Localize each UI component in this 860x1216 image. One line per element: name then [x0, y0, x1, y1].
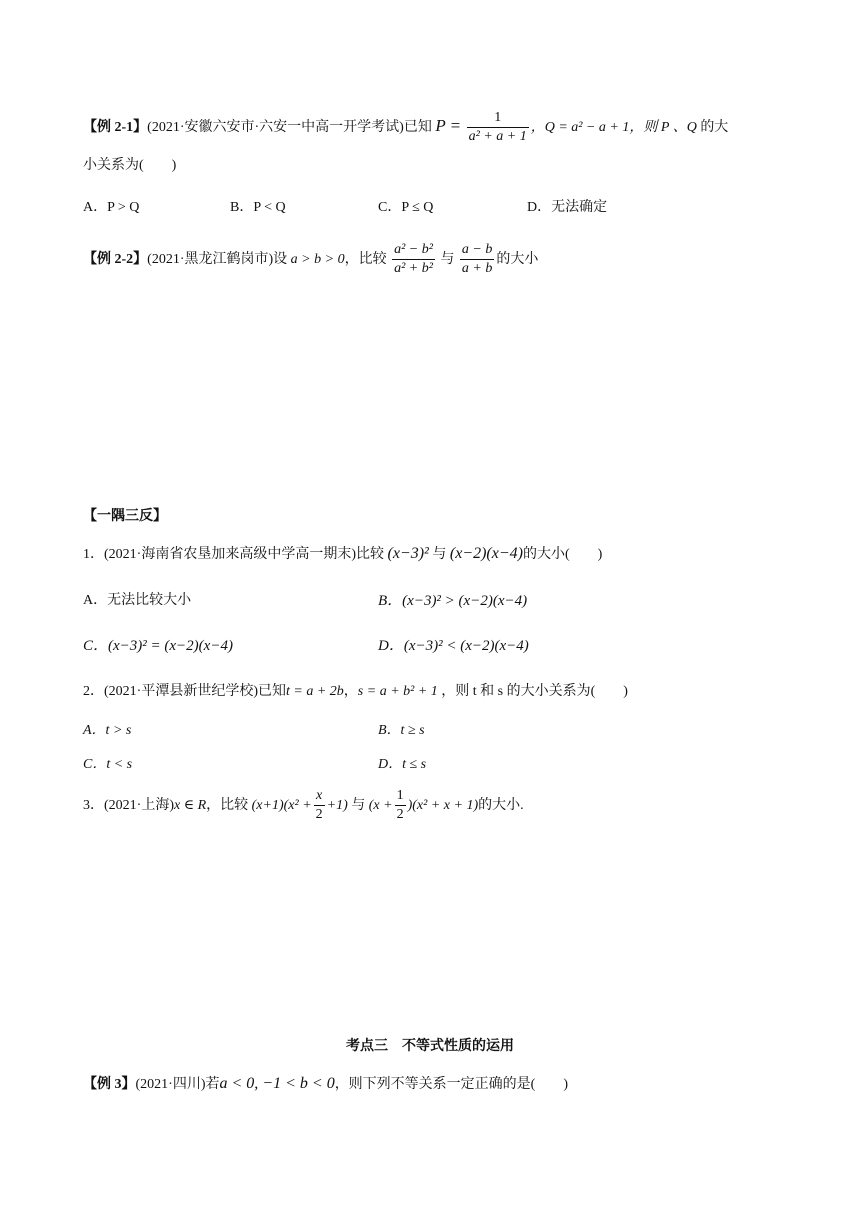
- p-fraction-denominator: a² + a + 1: [468, 129, 527, 145]
- practice-q3-stem: [83, 786, 524, 826]
- fraction-1-numerator: a² − b²: [392, 241, 435, 260]
- example-2-2-tail: 的大小: [496, 252, 539, 267]
- example-2-2-condition: a > b > 0: [290, 252, 345, 267]
- example-2-1-tail: 的大: [700, 120, 729, 135]
- example-3-condition: a < 0, −1 < b < 0: [219, 1075, 335, 1092]
- fraction-2: [460, 241, 494, 278]
- fraction-2-denominator: a + b: [461, 261, 493, 277]
- practice-q1-tail: 的大小( ): [522, 547, 603, 562]
- example-2-2-label: 【例 2-2】: [83, 252, 148, 267]
- practice-q2-t-def: t = a + 2b: [286, 684, 344, 699]
- practice-q2-tail: ，则 t 和 s 的大小关系为( ): [441, 684, 628, 699]
- practice-q2-option-b: B．t ≥ s: [378, 723, 425, 738]
- practice-q2-stem: [83, 680, 628, 700]
- practice-q2-source: 2．(2021·平潭县新世纪学校)已知: [83, 684, 286, 699]
- practice-q1-source: 1．(2021·海南省农垦加来高级中学高一期末)比较: [83, 547, 384, 562]
- practice-q1-option-a: A．无法比较大小: [83, 593, 192, 608]
- section-title: 考点三 不等式性质的运用: [346, 1037, 514, 1053]
- practice-q3-fraction-1-denominator: 2: [315, 807, 323, 823]
- practice-heading: 【一隅三反】: [83, 509, 167, 524]
- practice-q2-sep: ，: [343, 684, 358, 699]
- example-3-tail: ，则下列不等关系一定正确的是( ): [334, 1077, 569, 1092]
- practice-q3-expr2-b: )(x² + x + 1): [407, 798, 479, 813]
- q-definition: ，Q = a² − a + 1，则: [530, 120, 658, 135]
- example-2-1-option-c: C．P ≤ Q: [378, 200, 434, 215]
- example-2-1-stem: [83, 106, 728, 146]
- example-2-2-source: (2021·黑龙江鹤岗市)设: [147, 252, 288, 267]
- practice-q3-condition: x ∈ R: [174, 798, 207, 813]
- practice-q3-fraction-2: [395, 787, 406, 824]
- example-2-1-line2: 小关系为( ): [83, 158, 177, 173]
- example-2-1-option-a: A．P > Q: [83, 200, 140, 215]
- example-3-stem: [83, 1073, 568, 1093]
- practice-q2-option-d: D．t ≤ s: [378, 757, 427, 772]
- example-2-1-option-b: B．P < Q: [230, 200, 286, 215]
- practice-q1-expr2: (x−2)(x−4): [449, 545, 523, 562]
- practice-q3-with: 与: [351, 798, 366, 813]
- practice-q2-option-a: A．t > s: [83, 723, 132, 738]
- example-2-2-with: 与: [440, 252, 455, 267]
- practice-q1-with: 与: [432, 547, 447, 562]
- practice-q1-expr1: (x−3)²: [387, 545, 429, 562]
- practice-q3-tail: 的大小.: [478, 798, 524, 813]
- p-fraction-numerator: 1: [467, 109, 529, 128]
- p-definition: P =: [435, 116, 462, 135]
- practice-q3-expr2-a: (x +: [368, 798, 393, 813]
- practice-q2-s-def: s = a + b² + 1: [357, 684, 438, 699]
- example-3-label: 【例 3】: [83, 1077, 136, 1092]
- example-2-1-label: 【例 2-1】: [83, 120, 148, 135]
- practice-q3-compare: ，比较: [206, 798, 249, 813]
- practice-q3-fraction-1-numerator: x: [314, 787, 325, 806]
- practice-q1-option-d: D．(x−3)² < (x−2)(x−4): [378, 638, 529, 654]
- practice-q3-expr1-a: (x+1)(x² +: [251, 798, 312, 813]
- practice-q1-stem: [83, 543, 602, 563]
- practice-q3-fraction-2-numerator: 1: [395, 787, 406, 806]
- example-2-1-source: (2021·安徽六安市·六安一中高一开学考试)已知: [147, 120, 432, 135]
- practice-q3-fraction-2-denominator: 2: [396, 807, 404, 823]
- fraction-2-numerator: a − b: [460, 241, 494, 260]
- practice-q1-option-b: B．(x−3)² > (x−2)(x−4): [378, 593, 528, 609]
- fraction-1: [392, 241, 435, 278]
- practice-q3-fraction-1: [314, 787, 325, 824]
- p-q-names: P 、Q: [660, 120, 697, 135]
- practice-q3-source: 3．(2021·上海): [83, 798, 174, 813]
- example-2-2-compare: ，比较: [344, 252, 387, 267]
- fraction-1-denominator: a² + b²: [394, 261, 433, 277]
- example-2-1-option-d: D．无法确定: [527, 200, 608, 215]
- example-2-2-stem: [83, 240, 538, 280]
- practice-q1-option-c: C．(x−3)² = (x−2)(x−4): [83, 638, 233, 654]
- practice-q2-option-c: C．t < s: [83, 757, 133, 772]
- practice-q3-expr1-b: +1): [326, 798, 348, 813]
- p-fraction: [467, 109, 529, 146]
- example-3-source: (2021·四川)若: [135, 1077, 220, 1092]
